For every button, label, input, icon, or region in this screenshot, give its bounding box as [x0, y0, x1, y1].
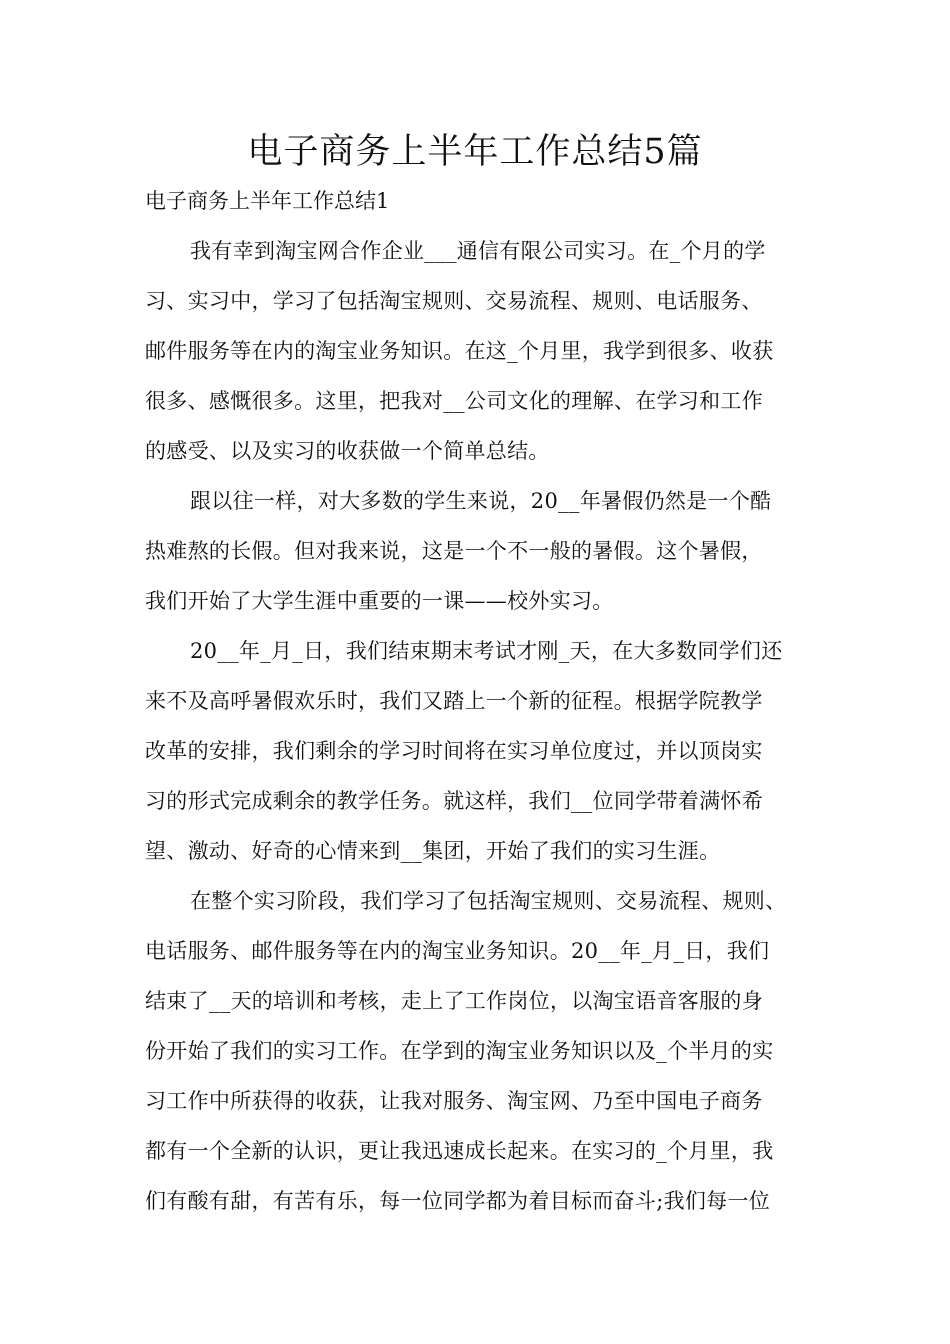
- paragraph-line: 我们开始了大学生涯中重要的一课——校外实习。: [145, 589, 614, 613]
- paragraph-line: 20__年_月_日，我们结束期末考试才刚_天，在大多数同学们还: [190, 639, 783, 663]
- paragraph-line: 都有一个全新的认识，更让我迅速成长起来。在实习的_个月里，我: [145, 1139, 774, 1163]
- paragraph-line: 习工作中所获得的收获，让我对服务、淘宝网、乃至中国电子商务: [145, 1089, 763, 1113]
- paragraph-line: 改革的安排，我们剩余的学习时间将在实习单位度过，并以顶岗实: [145, 739, 763, 763]
- paragraph-line: 习、实习中，学习了包括淘宝规则、交易流程、规则、电话服务、: [145, 289, 763, 313]
- document-title: 电子商务上半年工作总结5篇: [247, 132, 703, 172]
- paragraph-line: 电话服务、邮件服务等在内的淘宝业务知识。20__年_月_日，我们: [145, 939, 770, 963]
- paragraph-line: 邮件服务等在内的淘宝业务知识。在这_个月里，我学到很多、收获: [145, 339, 774, 363]
- paragraph-line: 很多、感慨很多。这里，把我对__公司文化的理解、在学习和工作: [145, 389, 763, 413]
- paragraph-line: 在整个实习阶段，我们学习了包括淘宝规则、交易流程、规则、: [190, 889, 787, 913]
- paragraph-line: 们有酸有甜，有苦有乐，每一位同学都为着目标而奋斗;我们每一位: [145, 1189, 771, 1213]
- document-body: [145, 233, 825, 1233]
- paragraph-line: 结束了__天的培训和考核，走上了工作岗位，以淘宝语音客服的身: [145, 989, 763, 1013]
- paragraph-line: 热难熬的长假。但对我来说，这是一个不一般的暑假。这个暑假，: [145, 539, 763, 563]
- paragraph-line: 跟以往一样，对大多数的学生来说，20__年暑假仍然是一个酷: [190, 489, 772, 513]
- paragraph-line: 的感受、以及实习的收获做一个简单总结。: [145, 439, 550, 463]
- paragraph-line: 来不及高呼暑假欢乐时，我们又踏上一个新的征程。根据学院教学: [145, 689, 763, 713]
- paragraph-line: 习的形式完成剩余的教学任务。就这样，我们__位同学带着满怀希: [145, 789, 763, 813]
- paragraph-line: 份开始了我们的实习工作。在学到的淘宝业务知识以及_个半月的实: [145, 1039, 774, 1063]
- section-heading: 电子商务上半年工作总结1: [145, 189, 390, 213]
- paragraph-line: 望、激动、好奇的心情来到__集团，开始了我们的实习生涯。: [145, 839, 721, 863]
- paragraph-line: 我有幸到淘宝网合作企业___通信有限公司实习。在_个月的学: [190, 239, 766, 263]
